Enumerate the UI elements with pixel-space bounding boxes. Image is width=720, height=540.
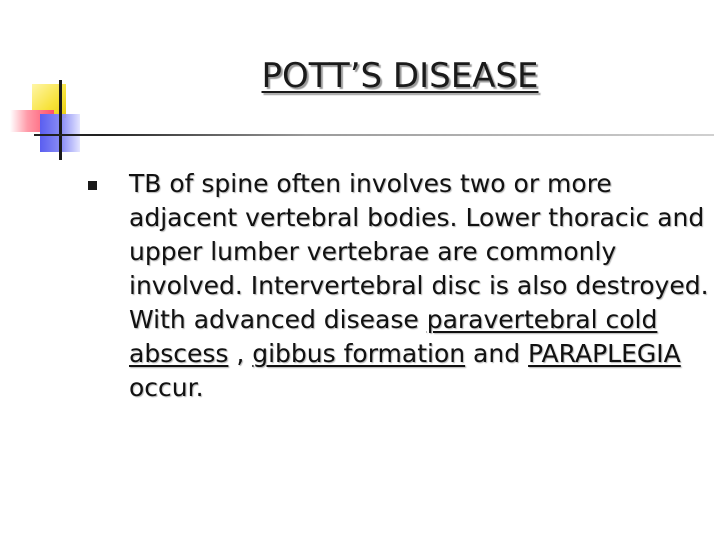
bullet-text-part-2: , <box>228 339 253 368</box>
bullet-text-part-1: TB of spine often involves two or more adjacent vertebral bodies. Lower thoracic and upper lumber vertebrae are commonly involved. Intervertebral disc is also destroyed. With advanced disease <box>129 169 709 334</box>
paravertebral-cold-abscess-link[interactable]: paravertebral cold abscess <box>129 305 658 368</box>
paraplegia-link[interactable]: PARAPLEGIA <box>528 339 681 368</box>
square-bullet-icon <box>88 181 97 190</box>
gibbus-formation-link[interactable]: gibbus formation <box>252 339 466 368</box>
slide-title: POTT’S DISEASE <box>261 56 539 96</box>
horizontal-rule <box>34 134 714 136</box>
bullet-text-part-3: and <box>465 339 529 368</box>
bullet-text <box>129 167 709 405</box>
bullet-text-part-4: occur. <box>129 373 204 402</box>
